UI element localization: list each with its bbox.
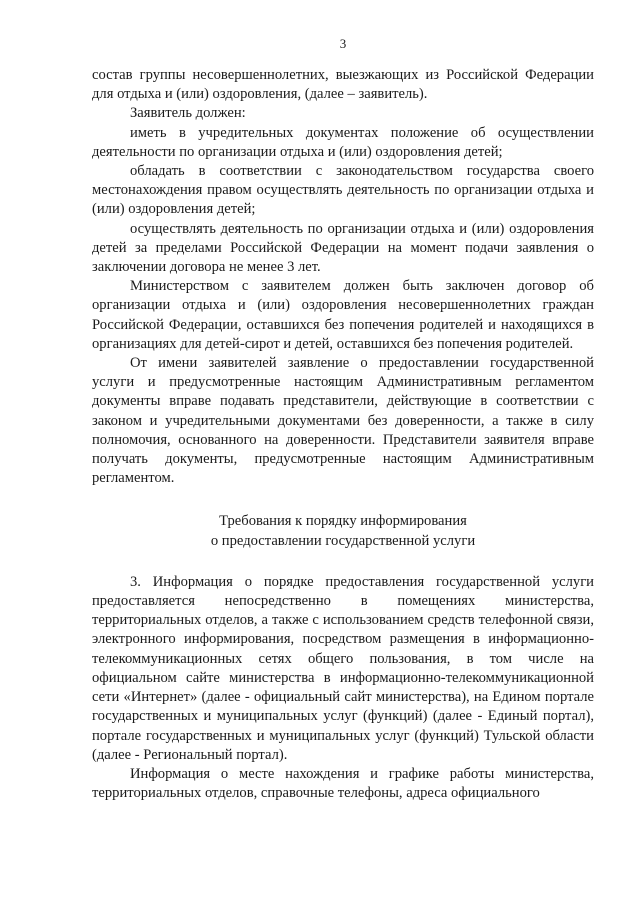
section-heading-line: о предоставлении государственной услуги	[210, 532, 476, 549]
paragraph: иметь в учредительных документах положение об осуществлении деятельности по организации отдыха и (или) оздоровления детей;	[92, 124, 594, 160]
section-heading-line: Требования к порядку информирования	[219, 513, 467, 530]
paragraph: состав группы несовершеннолетних, выезжающих из Российской Федерации для отдыха и (или) оздоровления, (далее – заявитель).	[92, 67, 594, 103]
body-top	[92, 66, 594, 488]
paragraph: обладать в соответствии с законодательством государства своего местонахождения правом осуществлять деятельность по организации отдыха и (или) оздоровления детей;	[92, 163, 594, 218]
section-heading	[92, 512, 594, 550]
paragraph: От имени заявителей заявление о предоставлении государственной услуги и предусмотренные настоящим Административным регламентом документы вправе подавать представители, действующие в соответствии с законом и учредительными документами без доверенности, а также в силу полномочия, основанного на доверенности. Представители заявителя вправе получать документы, предусмотренные настоящим Административным регламентом.	[92, 355, 594, 487]
paragraph: 3. Информация о порядке предоставления государственной услуги предоставляется непосредственно в помещениях министерства, территориальных отделов, а также с использованием средств телефонной связи, электронного информирования, посредством размещения в информационно-телекоммуникационных сетях общего пользования, в том числе на официальном сайте министерства в информационно-телекоммуникационной сети «Интернет» (далее - официальный сайт министерства), на Едином портале государственных и муниципальных услуг (функций) (далее - Единый портал), портале государственных и муниципальных услуг (функций) Тульской области (далее - Региональный портал).	[92, 573, 594, 763]
paragraph: Министерством с заявителем должен быть заключен договор об организации отдыха и (или) оздоровления несовершеннолетних граждан Российской Федерации, оставшихся без попечения родителей и находящихся в организациях для детей-сирот и детей, оставшихся без попечения родителей.	[92, 278, 594, 352]
paragraph: осуществлять деятельность по организации отдыха и (или) оздоровления детей за пределами Российской Федерации на момент подачи заявления о заключении договора не менее 3 лет.	[92, 220, 594, 276]
paragraph: Заявитель должен:	[130, 105, 246, 122]
paragraph: Информация о месте нахождения и графике работы министерства, территориальных отделов, справочные телефоны, адреса официального	[92, 765, 594, 802]
page-number: 3	[339, 36, 347, 51]
body-bottom	[92, 573, 594, 803]
